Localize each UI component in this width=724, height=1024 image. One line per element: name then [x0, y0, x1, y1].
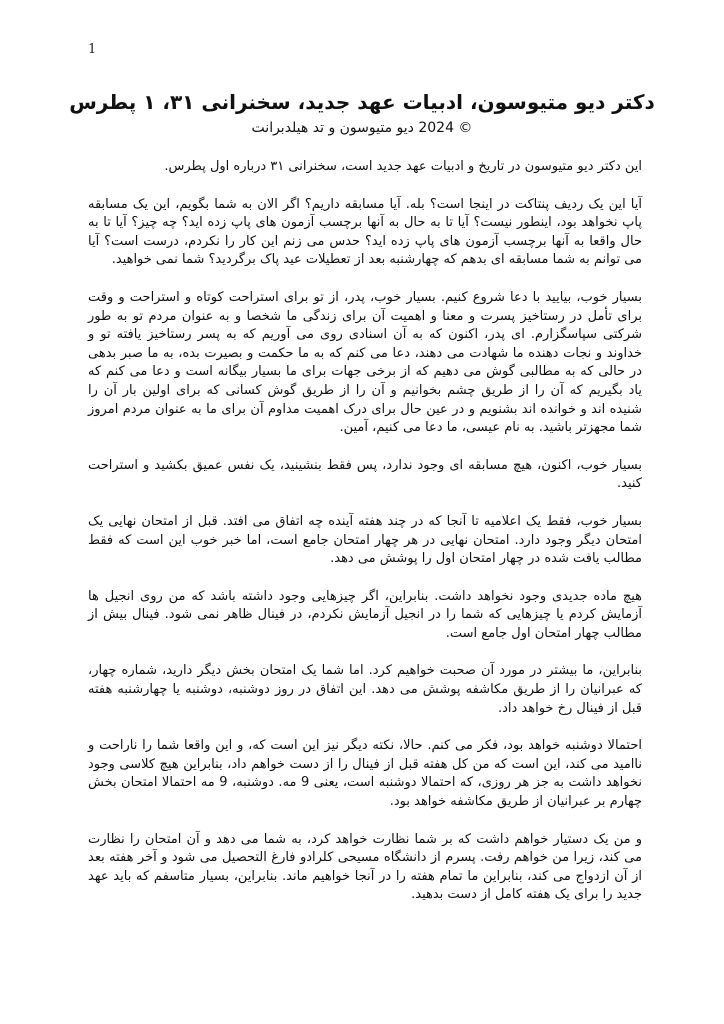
paragraph: هیچ ماده جدیدی وجود نخواهد داشت. بنابراین، اگر چیزهایی وجود داشته باشد که من روی انجیل ها آزمایش کردم یا چیزهایی که شما را در انجیل آزمایش نکردم، در فینال ظاهر نمی شود. فینال بیش از مطالب چهار امتحان اول جامع است.: [88, 588, 642, 641]
paragraph: احتمالا دوشنبه خواهد بود، فکر می کنم. حالا، نکته دیگر نیز این است که، و این واقعا شما را ناراحت و ناامید می کند، این است که من کل هفته قبل از فینال را از دست خواهم داد، بنابراین هیچ کلاسی وجود نخواهد داشت به جز هر روزی، که احتمالا دوشنبه است، یعنی 9 مه. دوشنبه، 9 مه احتمالا امتحان بخش چهارم بر عبرانیان از طریق مکاشفه خواهد بود.: [88, 738, 642, 810]
document-header: [60, 88, 664, 138]
page-number: 1: [88, 42, 97, 57]
paragraph: آیا این یک ردیف پنتاکت در اینجا است؟ بله. آیا مسابقه داریم؟ اگر الان به شما بگویم، این یک مسابقه پاپ نخواهد بود، اینطور نیست؟ آیا تا به حال به آنها برچسب آزمون های پاپ زده اید؟ چه چیز؟ آیا تا به حال واقعا به آنها برچسب آزمون های پاپ زده اید؟ حدس می زنم این کار را نکردم، درست است؟ آیا می توانم به شما مسابقه ای بدهم که چهارشنبه بعد از تعطیلات عید پاک برگردید؟ شما نمی خواهید.: [88, 196, 642, 268]
paragraph: بنابراین، ما بیشتر در مورد آن صحبت خواهیم کرد. اما شما یک امتحان بخش دیگر دارید، شماره چهار، که عبرانیان را از طریق مکاشفه پوشش می دهد. این اتفاق در روز دوشنبه، دوشنبه یا چهارشنبه هفته قبل از فینال رخ خواهد داد.: [88, 663, 642, 716]
paragraph: بسیار خوب، فقط یک اعلامیه تا آنجا که در چند هفته آینده چه اتفاق می افتد. قبل از امتحان نهایی یک امتحان دیگر وجود دارد. امتحان نهایی در هر چهار امتحان جامع است، اما خبر خوب این است که فقط مطالب یافت شده در چهار امتحان اول را پوشش می دهد.: [88, 513, 642, 567]
paragraph: و من یک دستیار خواهم داشت که بر شما نظارت خواهد کرد، به شما می دهد و آن امتحان را نظارت می کند، زیرا من خواهم رفت. پسرم از دانشگاه مسیحی کلرادو فارغ التحصیل می شود و آخر هفته بعد از آن ازدواج می کند، بنابراین ما تمام هفته را در آنجا خواهیم ماند. بنابراین، بسیار متاسفم که باید عهد جدید را برای یک هفته کامل از دست بدهید.: [88, 831, 642, 903]
document-body: [88, 158, 642, 924]
copyright-line: © 2024 دیو متیوسون و تد هیلدبرانت: [251, 120, 473, 136]
paragraph: بسیار خوب، بیایید با دعا شروع کنیم. بسیار خوب، پدر، از تو برای استراحت کوتاه و استراحت و وقت برای تأمل در رستاخیز پسرت و معنا و اهمیت آن برای زندگی ما شخصا و به عنوان مردم تو به طور شرکتی سپاسگزارم. ای پدر، اکنون که به آن اسنادی روی می آوریم که به پسر رستاخیز یافته تو و خداوند و نجات دهنده ما شهادت می دهند، دعا می کنم که به ما حکمت و بصیرت بده، به ما صبر بدهی در حالی که به مطالبی گوش می دهیم که از برخی جهات برای ما بسیار بیگانه است و دعا می کنم که یاد بگیریم که آن را از طریق چشم بخوانیم و آن را از طریق گوش کسانی که برای اولین بار آن را شنیده اند و خوانده اند بشنویم و در عین حال برای درک اهمیت مداوم آن برای ما به عنوان مردم امروز شما مجهزتر باشید. به نام عیسی، ما دعا می کنیم، آمین.: [88, 289, 642, 436]
paragraph: این دکتر دیو متیوسون در تاریخ و ادبیات عهد جدید است، سخنرانی ۳۱ درباره اول پطرس.: [164, 159, 642, 174]
document-title: دکتر دیو متیوسون، ادبیات عهد جدید، سخنرانی ۳۱، ۱ پطرس: [69, 90, 655, 114]
paragraph: بسیار خوب، اکنون، هیچ مسابقه ای وجود ندارد، پس فقط بنشینید، یک نفس عمیق بکشید و استراحت کنید.: [88, 457, 642, 492]
